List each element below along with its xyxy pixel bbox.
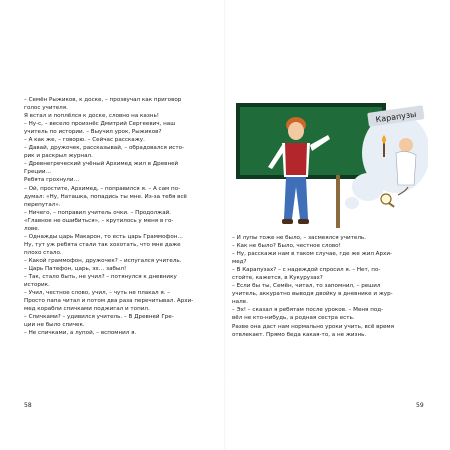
left_page-line: – Царь Патефон, царь, эх… забыл! [24, 265, 127, 272]
boy-vest [285, 143, 307, 175]
left_page-line: думал: «Ну, Наташка, попадись ты мне. Из-за тебя всё [24, 193, 187, 200]
left-page-text [24, 96, 218, 337]
left_page-line: – Спичками? – удивился учитель. – В Древней Гре- [24, 314, 174, 321]
right-page-number: 59 [416, 402, 424, 409]
left_page-line: – Учил, честное слово, учил, – чуть не плакал я. – [24, 290, 171, 297]
sign-text: Карапузы [375, 109, 417, 125]
left_page-line: учитель по истории. – Выучил урок, Рыжиков? [24, 129, 162, 136]
left_page-line: лове. [24, 225, 40, 232]
right_page-line: – Если бы ты, Семён, читал, то запомнил, – решил [232, 283, 381, 290]
right-page-text [232, 234, 430, 339]
left_page-line: – Не спичками, а лупой, – вспомнил я. [24, 330, 137, 337]
left_page-line: перепутал». [24, 201, 61, 208]
left_page-line: голос учителя. [24, 105, 68, 112]
right_page-line: Разве она даст нам нормально уроки учить, всё время [232, 323, 394, 330]
left_page-line: – Давай, дружочек, рассказывай, – обрадовался исто- [24, 145, 185, 152]
right_page-line: – Ну, расскажи нам в таком случае, где же жил Архи- [232, 251, 393, 258]
left_page-line: Ну, тут уж ребята стали так хохотать, что мне даже [24, 241, 181, 248]
book-gutter [224, 0, 226, 450]
left_page-line: «Главное не ошибиться», – крутилось у меня в го- [24, 217, 174, 224]
left_page-line: Ребята грохнули… [24, 177, 80, 184]
right_page-line: – И лупы тоже не было, – засмеялся учитель. [232, 235, 366, 241]
right_page-line: – В Карапузах? – с надеждой спросил я. – Нет, по- [232, 267, 381, 274]
left_page-line: – Какой граммофон, дружочек? – испугался учитель. [24, 257, 182, 264]
magnifying-glass-icon [381, 194, 395, 208]
boy-jeans [284, 177, 308, 219]
thought-cloud-bubble [345, 197, 359, 209]
left_page-line: мед корабли спичками поджигал и топил. [24, 306, 150, 313]
right_page-line: учитель, аккуратно выводя двойку в дневнике и жур- [232, 291, 393, 298]
left_page-line: – Так, стало быть, не учил? – потянулся к дневнику [24, 274, 177, 281]
right_page-line: вёл не кто-нибудь, а родная сестра есть. [232, 315, 355, 322]
left_page-line: плохо стало. [24, 249, 62, 256]
right_page-line: отвлекает. Прямо беда какая-то, а не жизнь. [232, 331, 367, 338]
right_page-line: – Эх! – сказал я ребятам после уроков. – Меня под- [232, 307, 384, 314]
right_page-line: – Как не было? Было, честное слово! [232, 243, 341, 250]
left_page-line: – Однажды царь Макарон, то есть царь Граммофон… [24, 233, 184, 240]
right_page-line: мед? [232, 259, 247, 266]
chalkboard [236, 103, 386, 228]
left_page-line: Я встал и поплёлся к доске, словно на казнь! [24, 113, 160, 120]
right_page-line: нале. [232, 299, 248, 306]
left-page-number: 58 [24, 402, 32, 409]
left_page-line: Греции… [24, 169, 52, 176]
left_page-line: историк. [24, 282, 50, 289]
left_page-line: ции не было спичек. [24, 322, 85, 329]
left_page-line: рик и раскрыл журнал. [24, 153, 93, 160]
boy-left-shoe [282, 219, 293, 224]
left_page-line: – Ой, простите, Архимед, – поправился я. – А сам по- [24, 185, 181, 192]
left_page-line: – Ну-с, – весело произнёс Дмитрий Сергеевич, наш [24, 121, 176, 128]
boy-right-shoe [298, 219, 309, 224]
archimedes-toga [396, 151, 416, 185]
story-illustration [236, 95, 428, 228]
left_page-line: – Древнегреческий учёный Архимед жил в Древней [24, 161, 179, 168]
right_page-line: стойте, кажется, в Кукурузах? [232, 275, 323, 282]
chalkboard-leg [336, 175, 340, 228]
left_page-line: – Ничего, – поправил учитель очки. – Продолжай. [24, 209, 172, 216]
archimedes-head [399, 138, 413, 152]
boy-face [288, 122, 304, 140]
chalkboard-surface [240, 107, 382, 175]
left_page-line: – А как же, – говорю. – Сейчас расскажу. [24, 137, 145, 144]
thought-cloud-puff [352, 173, 384, 201]
left_page-line: Просто папа читал и потом два раза перечитывал. Архи- [24, 298, 194, 305]
left_page-line: – Семён Рыжиков, к доске, – прозвучал как приговор [24, 97, 182, 103]
